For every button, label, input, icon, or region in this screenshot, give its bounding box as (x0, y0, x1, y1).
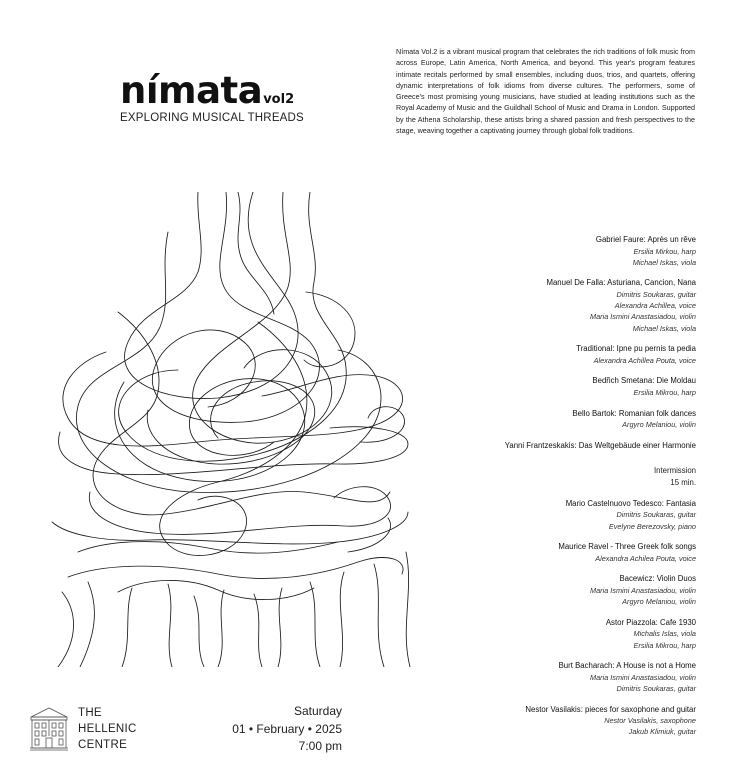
program-item (440, 542, 696, 564)
piece-title: Gabriel Faure: Après un rêve (595, 235, 696, 244)
performer: Michalis Islas, viola (633, 629, 696, 639)
performer: Dimitris Soukaras, guitar (616, 510, 696, 520)
program-item (440, 499, 696, 532)
event-subtitle: EXPLORING MUSICAL THREADS (120, 112, 304, 124)
concert-program (440, 235, 696, 748)
performer: Maria Ismini Anastasiadou, violin (590, 672, 696, 682)
venue-block (28, 705, 137, 753)
performer: Maria Ismini Anastasiadou, violin (590, 585, 696, 595)
event-title (120, 69, 304, 112)
piece-title: Bacewicz: Violin Duos (619, 574, 696, 584)
venue-name-line: THE (78, 707, 102, 719)
piece-title: Mario Castelnuovo Tedesco: Fantasia (565, 498, 696, 508)
performer: Dimitris Soukaras, guitar (616, 683, 696, 693)
building-icon (28, 705, 70, 751)
brand-block (120, 69, 304, 124)
piece-title: Bello Bartok: Romanian folk dances (572, 408, 696, 418)
performer: Argyro Melaniou, violin (622, 420, 696, 430)
performer: Alexandra Achillea Pouta, voice (593, 355, 696, 365)
performer: Michael Iskas, viola (632, 323, 696, 333)
piece-title: Traditional: Ipne pu pernis ta pedia (576, 344, 696, 354)
piece-title: Yanni Frantzeskakis: Das Weltgebäude einer Harmonie (504, 440, 696, 450)
program-item (440, 376, 696, 398)
program-item (440, 661, 696, 694)
program-item (440, 705, 696, 738)
program-item (440, 409, 696, 431)
performer: Nestor Vasilakis, saxophone (604, 716, 696, 726)
performer: Argyro Melaniou, violin (622, 597, 696, 607)
title-text: nímata (120, 69, 263, 112)
venue-name-line: HELLENIC (78, 723, 137, 735)
volume-label: vol2 (263, 92, 295, 107)
piece-title: Maurice Ravel - Three Greek folk songs (558, 542, 696, 552)
performer: Ersilia Mirkou, harp (633, 246, 696, 256)
program-item (440, 235, 696, 268)
performer: Maria Ismini Anastasiadou, violin (590, 312, 696, 322)
performer: Alexandra Achilea Pouta, voice (595, 553, 696, 563)
performer: Ersilia Mikrou, harp (633, 387, 696, 397)
piece-title: Nestor Vasilakis: pieces for saxophone and guitar (525, 704, 696, 714)
event-day: Saturday (293, 704, 342, 718)
performer: Ersilia Mikrou, harp (633, 640, 696, 650)
tangled-threads-illustration (48, 192, 438, 667)
event-date: 01 • February • 2025 (232, 721, 342, 736)
performer: Evelyne Berezovsky, piano (608, 521, 696, 531)
performer: Alexandra Achillea, voice (614, 301, 696, 311)
intermission-label: Intermission (653, 466, 696, 476)
venue-name-line: CENTRE (78, 739, 128, 751)
program-item (440, 344, 696, 366)
program-item (440, 574, 696, 607)
program-item (440, 278, 696, 334)
performer: Dimitris Soukaras, guitar (616, 289, 696, 299)
piece-title: Burt Bacharach: A House is not a Home (558, 661, 696, 671)
piece-title: Manuel De Falla: Asturiana, Cancion, Nana (546, 278, 696, 288)
program-item (440, 441, 696, 452)
program-item (440, 618, 696, 651)
piece-title: Bedřich Smetana: Die Moldau (592, 376, 696, 386)
venue-name (78, 705, 137, 753)
intro-paragraph: Nímata Vol.2 is a vibrant musical program that celebrates the rich traditions of folk music from across Europe, Latin America, North America, and beyond. This year's program features intimate recitals performed by small ensembles, including duos, trios, and quartets, offering dynamic interpretations of folk idioms from diverse cultures. The performers, some of Greece's most promising young musicians, have studied at leading institutions such as the Royal Academy of Music and the Guildhall School of Music and Drama in London. Supported by the Athena Scholarship, these artists bring a shared passion and fresh perspectives to the stage, weaving together a captivating journey through global folk traditions. (396, 47, 695, 136)
piece-title: Astor Piazzola: Cafe 1930 (605, 617, 696, 627)
thread-strands (52, 192, 410, 667)
event-time: 7:00 pm (298, 739, 342, 753)
performer: Michael Iskas, viola (632, 257, 696, 267)
intermission-duration: 15 min. (670, 477, 696, 487)
intermission (440, 461, 696, 487)
performer: Jakub Klimiuk, guitar (628, 727, 696, 737)
event-datetime (196, 703, 342, 756)
